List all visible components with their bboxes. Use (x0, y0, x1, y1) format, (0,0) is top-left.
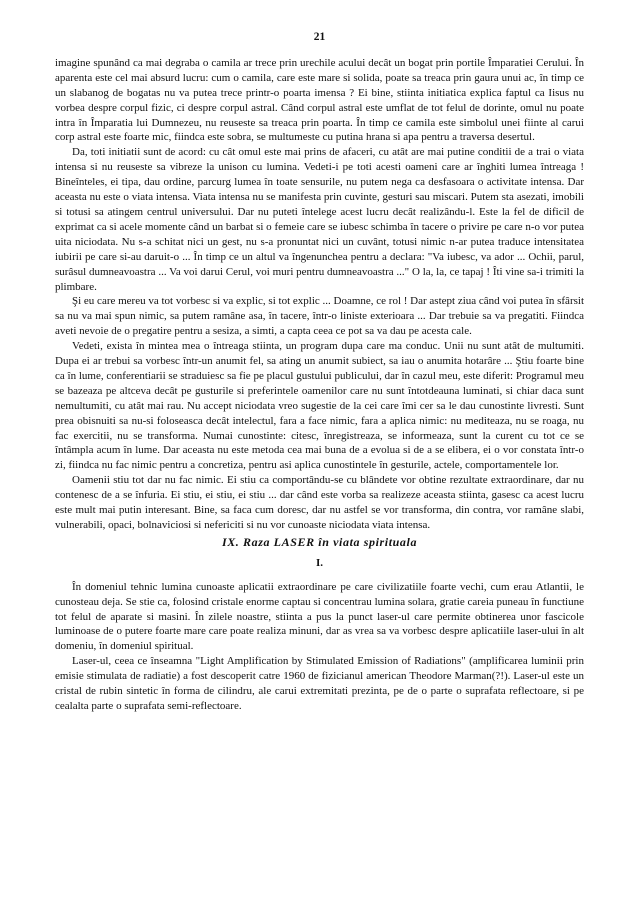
paragraph-continued: imagine spunând ca mai degraba o camila ar trece prin urechile acului decât un bogat prin portile Împaratiei Cerului. În aparenta este cel mai absurd lucru: cum o camila, care este mare si solida, poate sa treaca prin gaura unui ac, în timp ce un slabanog de bogatas nu va putea trece printr-o poarta imensa ? Ei bine, stiinta initiatica explica faptul ca Iisus nu vorbea despre corpul fizic, ci despre corpul astral. Când corpul astral este umflat de tot felul de dorinte, omul nu poate intra în Împaratia lui Dumnezeu, nu reuseste sa treaca prin poarta. În timp ce camila este simbolul unei fiinte al carui corp astral este foarte mic, fiindca este sobra, se multumeste cu putina hrana si apa pentru a traversa desertul. (55, 56, 584, 144)
paragraph: În domeniul tehnic lumina cunoaste aplicatii extraordinare pe care civilizatiile foarte vechi, cum erau Atlantii, le cunosteau deja. Se stie ca, folosind cristale enorme captau si concentrau lumina solara, gratie careia puneau în functiune tot felul de aparate si masini. În zilele noastre, stiinta a pus la punct laser-ul care permite obtinerea unor fascicole luminoase de o putere foarte mare care poate realiza minuni, dar as vrea sa va vorbesc despre aplicatiile laser-ului în alt domeniu, în domeniul spiritual. (55, 580, 584, 653)
paragraph: Oamenii stiu tot dar nu fac nimic. Ei stiu ca comportându-se cu blândete vor obtine rezultate extraordinare, dar nu contenesc de a se înfuria. Ei stiu, ei stiu, ei stiu ... dar când este vorba sa realizeze aceasta stiinta, gasesc ca acest lucru este mult mai putin interesant. Bine, sa faca cum doresc, dar nu astfel se vor transforma, din contra, vor ramâne slabi, vulnerabili, opaci, bolnaviciosi si nefericiti si nu vor cunoaste niciodata viata intensa. (55, 474, 584, 531)
paragraph: Laser-ul, ceea ce înseamna "Light Amplification by Stimulated Emission of Radiations" (amplificarea luminii prin emisie stimulata de radiatie) a fost descoperit catre 1960 de fizicianul american Theodore Marman(?!). Laser-ul este un cristal de rubin sintetic în forma de cilindru, ale carui extremitati prezinta, pe de o parte o suprafata reflectoare, si pe cealalta parte o suprafata semi-reflectoare. (55, 655, 584, 712)
paragraph: Şi eu care mereu va tot vorbesc si va explic, si tot explic ... Doamne, ce rol ! Dar astept ziua când voi putea în sfârsit sa nu va mai spun nimic, sa putem ramâne asa, în tacere, într-o liniste exterioara ... Dar trebuie sa va pregatiti. Fiindca aveti nevoie de o pregatire pentru a sesiza, a simti, a capta ceea ce pot sa va dau pe acesta cale. (55, 295, 584, 338)
paragraph: Da, toti initiatii sunt de acord: cu cât omul este mai prins de afaceri, cu atât are mai putine conditii de a trai o viata intensa si nu reuseste sa vibreze la unison cu lumina. Vedeti-i pe toti acesti oameni care ar înghiti lumea întreaga ! Bineînteles, ei tipa, dau ordine, parcurg lumea în toate sensurile, nu putem nega ca desfasoara o activitate intensa. Dar aceasta nu este o viata intensa. Viata intensa nu se manifesta prin cuvinte, gesturi sau miscari. Putem sta asezati, imobili si totusi sa atingem centrul universului. Dar nu puteti întelege acest lucru decât realizându-l. Este la fel de dificil de exprimat ca si acele momente când un barbat si o femeie care se iubesc schimba în tacere o privire pe care n-o vor putea uita niciodata. Nu s-a schitat nici un gest, nu s-a pronuntat nici un cuvânt, totusi nimic n-ar putea traduce intensitatea iubirii pe care si-au daruit-o ... În timp ce un altul va îngenunchea pentru a declara: "Va iubesc, va ador ... Ochii, parul, surâsul dumneavoastra ... Va voi darui Cerul, voi muri pentru dumneavoastra ..." O la, la, ce tapaj ! Îti vine sa-i trimiti la plimbare. (55, 146, 584, 293)
paragraph: Vedeti, exista în mintea mea o întreaga stiinta, un program dupa care ma conduc. Unii nu sunt atât de multumiti. Dupa ei ar trebui sa vorbesc într-un anumit fel, sa ating un anumit subiect, sa iau o anumita hotarâre ... Ştiu foarte bine ca în lume, conferentiarii se straduiesc sa fie pe placul gustului publicului, dar în cazul meu, este diferit: Programul meu se bazeaza pe altceva decât pe gusturile si preferintele oamenilor care nu sunt întotdeauna luminati, si chiar daca sunt nemultumiti, cu atât mai rau. Nu accept niciodata vreo sugestie de la cei care îmi cer sa le dau cunostinte livresti. Sunt prea obisnuiti sa nu-si foloseasca decât intelectul, fara a face nimic, fara a aplica nimic: nu mediteaza, nu se roaga, nu fac exercitii, nu se transforma. Numai cunostinte: citesc, înregistreaza, se informeaza, sunt la curent cu tot ce se întâmpla acum în lume. Dar aceasta nu este metoda cea mai buna de a evolua si de a se elibera, ei o vor constata într-o zi, fiindca nu fac nimic pentru a concretiza, pentru asi aplica cunostintele în gesturile, actele, comportamentele lor. (55, 340, 584, 472)
page-number: 21 (313, 31, 326, 43)
section-number: I. (315, 556, 324, 569)
chapter-title: IX. Raza LASER în viata spirituala (221, 534, 418, 549)
